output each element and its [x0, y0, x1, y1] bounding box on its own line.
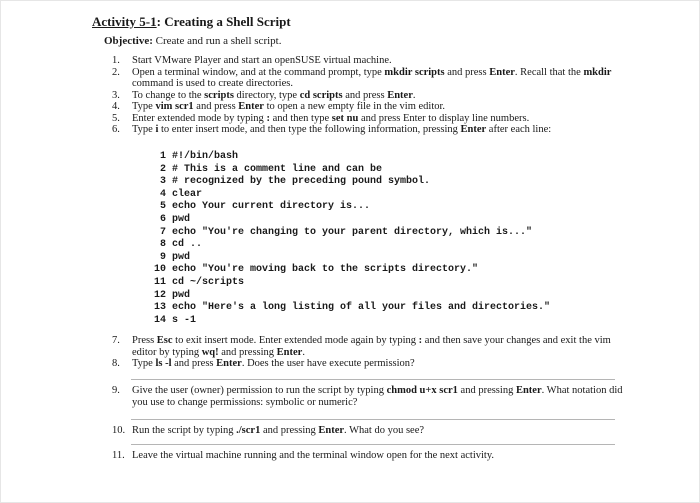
- objective-label: Objective:: [104, 35, 153, 47]
- code-line-text: echo "Here's a long listing of all your files and directories.": [172, 302, 551, 314]
- code-line-text: cd ..: [172, 239, 203, 251]
- step-10: 10. Run the script by typing ./scr1 and pressing Enter. What do you see?: [112, 425, 425, 436]
- code-line: [146, 214, 550, 227]
- code-line: [146, 239, 550, 252]
- answer-line-9: [131, 419, 615, 420]
- code-line-text: pwd: [172, 251, 191, 263]
- code-line-text: # This is a comment line and can be: [172, 163, 383, 175]
- step-4: 4. Type vim scr1 and press Enter to open a new empty file in the vim editor.: [112, 101, 446, 112]
- step-9: 9. Give the user (owner) permission to run the script by typing chmod u+x scr1 and pressing Enter. What notation did you use to change permissions: symbolic or numeric?: [112, 385, 623, 408]
- code-line-number: 12: [153, 289, 166, 301]
- code-line-number: 4: [159, 188, 166, 200]
- code-line-number: 3: [159, 176, 166, 188]
- code-line-number: 8: [159, 239, 166, 251]
- code-line-text: echo "You're changing to your parent directory, which is...": [172, 226, 533, 238]
- code-line: [146, 315, 550, 328]
- code-line: [146, 227, 550, 240]
- step-7: 7. Press Esc to exit insert mode. Enter extended mode again by typing : and then save your changes and exit the vim editor by typing wq! and pressing Enter.: [112, 335, 611, 358]
- code-line: [146, 201, 550, 214]
- code-line-text: #!/bin/bash: [172, 151, 239, 162]
- code-line: [146, 151, 550, 164]
- objective-text: Create and run a shell script.: [155, 35, 282, 47]
- code-line-text: echo "You're moving back to the scripts directory.": [172, 264, 479, 276]
- step-1: 1. Start VMware Player and start an openSUSE virtual machine.: [112, 55, 392, 66]
- step-3: 3. To change to the scripts directory, type cd scripts and press Enter.: [112, 89, 416, 101]
- step-5: 5. Enter extended mode by typing : and then type set nu and press Enter to display line numbers.: [112, 112, 530, 124]
- steps-list: [104, 55, 624, 136]
- script-code-block: [146, 151, 550, 327]
- activity-number: Activity 5-1: [92, 14, 157, 29]
- code-line-number: 11: [153, 276, 166, 288]
- step-6: 6. Type i to enter insert mode, and then type the following information, pressing Enter after each line:: [112, 124, 552, 135]
- answer-line-10: [131, 444, 615, 445]
- code-line-text: cd ~/scripts: [172, 276, 245, 288]
- code-line: [146, 189, 550, 202]
- step-11: 11. Leave the virtual machine running and the terminal window open for the next activity.: [112, 450, 495, 461]
- objective: [104, 35, 281, 47]
- code-line-text: echo Your current directory is...: [172, 201, 371, 213]
- code-line-number: 10: [153, 264, 166, 276]
- code-line: [146, 264, 550, 277]
- code-line-number: 9: [159, 251, 166, 263]
- code-line: [146, 302, 550, 315]
- activity-title: [92, 14, 291, 30]
- code-line-number: 6: [159, 213, 166, 225]
- code-line: [146, 164, 550, 177]
- code-line: [146, 252, 550, 265]
- code-line-text: s -1: [172, 314, 197, 326]
- code-line-number: 13: [153, 302, 166, 314]
- code-line-number: 1: [159, 151, 166, 162]
- code-line-text: clear: [172, 188, 203, 200]
- code-line-number: 5: [159, 201, 166, 213]
- code-line: [146, 277, 550, 290]
- code-line-text: # recognized by the preceding pound symbol.: [172, 176, 431, 188]
- activity-name: : Creating a Shell Script: [156, 14, 291, 29]
- code-line-number: 7: [159, 226, 166, 238]
- code-line: [146, 290, 550, 303]
- steps-list-continued: [104, 335, 624, 370]
- code-line-text: pwd: [172, 289, 191, 301]
- code-line-number: 2: [159, 163, 166, 175]
- step-2: 2. Open a terminal window, and at the command prompt, type mkdir scripts and press Enter. Recall that the mkdir command is used to create directories.: [112, 66, 612, 89]
- answer-line-8: [131, 379, 615, 380]
- code-line: [146, 176, 550, 189]
- step-8: 8. Type ls -l and press Enter. Does the user have execute permission?: [112, 358, 415, 369]
- code-line-text: pwd: [172, 213, 191, 225]
- code-line-number: 14: [153, 314, 166, 326]
